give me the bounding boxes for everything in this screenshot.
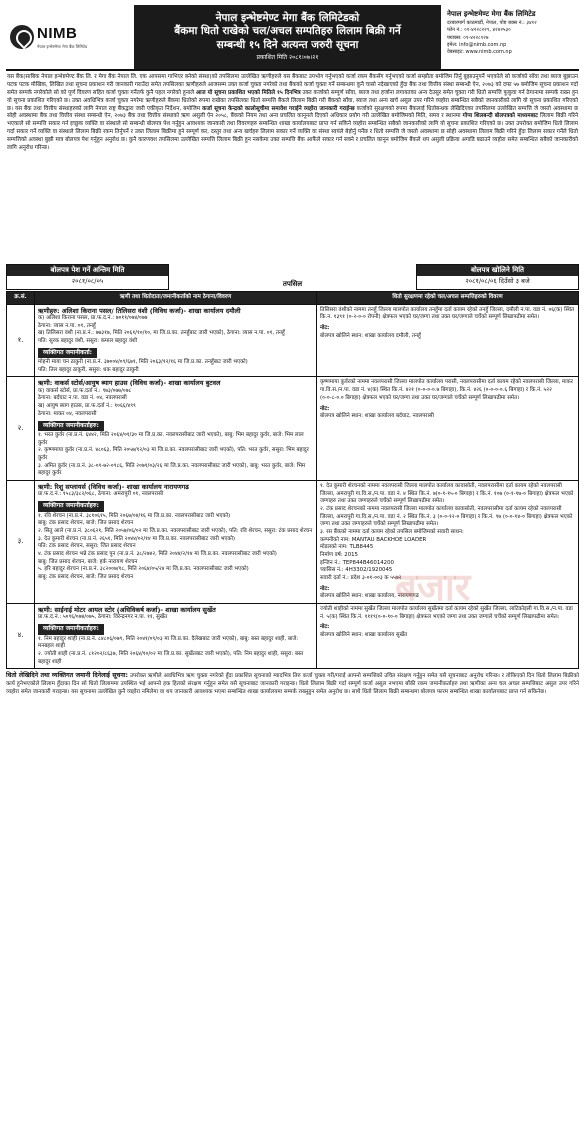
guarantor-line: बाबु: टंक प्रसाद शेरचन, बाजे: जित प्रसाद शेरचन [38,520,134,527]
collateral-line: इन्जिन नं.: TEP844B46014200 [320,559,394,566]
contact-phone: फोन नं.: ०१-४२२८२२९, ४२४२५३० [447,27,511,34]
borrower-details [35,377,317,481]
collateral-line: सवारी दर्ता नं.: प्रदेश ३-०१-००३ क ५५७२ [320,575,402,582]
borrower-line: ठेगाना: बर्दघाट न.पा. वडा नं. ०४, नवलपरासी [38,395,127,402]
bid-opening-location: बोलपत्र खोलिने स्थान: शाखा कार्यालय बर्दघाट, नवलपरासी [320,413,434,420]
auction-table [6,291,579,669]
guarantor-line: २. ज्योती शाही (ना.प्र.नं. ८१२०२/८६३७, मिति २०६४/१०/०२ मा जि.प्र.का. सुर्खेतबाट जारी भएको), पति: निम बहादुर शाही, ससुरा: बस्त बहादुर शाही [38,650,304,665]
borrower-title: ऋणी: वाकर्स स्टोर्स/आयुष ब्याग हाउस (विविध कर्जा)- शाखा कार्यालय बुटवल [38,379,221,388]
contact-website[interactable]: वेबसाइट: www.nimb.com.np [447,49,512,56]
bottom-notice [6,672,579,697]
note-heading: नोट: [320,405,330,412]
row-serial: २. [7,377,35,481]
collateral-line: २. टंक प्रसाद शेरचनको नाममा नवलपरासी जिल्ला मालपोत कार्यालय कावासोती, नवलपरासीमा दर्ता कायम रहेको नवलपरासी जिल्ला, अमरापुरी गा.वि.स./न.पा. वडा नं. २ स्थित कि.नं. ३ (०-०-१२-० बिगाहा) र कि.नं. ९७ (०-०-१४-० बिगाहा) क्षेत्रफल भएको जग्गा तथा उक्त जग्गाहरुले चर्चेको सम्पूर्ण लिखापढीमा समेत। [320,506,573,528]
borrower-title: ऋणी: रिशु सप्लायर्स (विविध कर्जा)- शाखा कार्यालय नारायणगढ [38,483,189,492]
title-line-2: बैंकमा धितो राखेको चल/अचल सम्पतिहरु लिलाम बिक्री गर्ने [174,25,401,38]
contact-email[interactable]: इमेल: info@nimb.com.np [447,41,507,48]
title-line-1: नेपाल इन्भेष्टमेण्ट मेगा बैंक लिमिटेडको [215,12,360,25]
borrower-line: ठेगाना: माकर ०४, नवलपरासी [38,410,97,417]
guarantor-line: बाबु: जित प्रसाद शेरचन, बाजे: हर्क नारायण शेरचन [38,558,138,565]
collateral-line: ज्योती शाहीको नाममा सुर्खेत जिल्ला मालपोत कार्यालय सुर्खेतमा दर्ता कायम रहेको सुर्खेत जिल्ला, लाटिकोइली गा.वि.स./न.पा. वडा नं. ५(क) स्थित कि.नं. १११९(०-०-१०-० बिगाहा) क्षेत्रफल भएको जग्गा तथा उक्त जग्गाले चर्चेको सम्पूर्ण लिखापढीमा समेत। [320,606,573,620]
borrower-line: पति: सुरक बहादुर वंशी, ससुरा: कमाल बहादुर वंशी [38,337,138,344]
row-serial: ४. [7,604,35,669]
contact-address: दरबारमार्ग काठमाडौं, नेपाल, पोष्ट बक्स नं.: ३४१२ [447,20,537,27]
borrower-details [35,604,317,669]
note-heading: नोट: [320,624,330,631]
bid-opening-location: बोलपत्र खोलिने स्थान: शाखा कार्यालय सुर्खेत [320,632,408,639]
borrower-line: ठेगाना: व्यास न.पा. ०१, तनहुँ [38,322,96,329]
contact-title: नेपाल इन्भेष्टमेण्ट मेगा बैंक लिमिटेड [447,10,536,18]
borrower-line: क) अलिशा किराना पसल, प्रा.फ.द.नं.: ७०११/०७४/०७७ [38,314,148,321]
guarantor-line: १. भरत कुर्वर (ना.प्र.नं. ६४४२, मिति २०६४/०१/३० मा जि.प्र.का. नवलपरासीबाट जारी भएको), बाबु: भिम बहादुर कुर्वर, बाजे: भिम लाल कुर्वर [38,432,304,446]
guarantor-heading: व्यक्तिगत जमानीकर्ताहरु: [38,501,104,512]
intro-paragraph: यस बैंक(साबिक नेपाल इन्भेष्टमेण्ट बैंक लि. र मेगा बैंक नेपाल लि. एक आपसमा गाभिएर बनेको संस्था)को तपसिलमा उल्लेखित ऋणीहरुले यस बैंकबाट उपभोग गर्नुभएको कर्जा रकम बैंकसँग गर्नुभएको कर्जा सम्झौता बमोजिम तिर्नु बुझाउनुपर्ने भएकोले सो कर्जाको साँवा तथा ब्याज बुझाउन पटक पटक मौखिक, लिखित तथा सूचना प्रकाशन गरी जानकारी गराउँदा समेत तपसिलका ऋणीहरुले आजसम्म उक्त कर्जा चुक्ता नगरेको तथा बैंकको कर्जा चुक्ता गर्ने सम्बन्धमा कुनै चासो नदेखाएको हुँदा बैंक तथा वित्तीय संस्था सम्बन्धी ऐन, २०७३ को दफा ५७ बमोजिम सूचना प्रकाशन गर्दा समेत सम्पर्क नगरेकोले सो को पूर्ण विवरण सहित कर्जा चुक्ता गर्नेतर्फ कुनै पहल नगरेको हुनाले आज यो सूचना प्रकाशित भएको मितिले १५ दिनभित्र उक्त कर्जाको सम्पूर्ण साँवा, ब्याज तथा हर्जाना लगायतका अन्य देउसुर समेत चुक्ता गरी धितो सम्पत्ति फुकुवा गर्न ठेगानामा सम्पर्क राख्न हुन यो सूचना प्रकाशित गरिएको छ। उक्त अवधिभित्र कर्जा चुक्ता नगरेमा ऋणीहरुले बैंकमा धितोको रुपमा राखेका तपसिलका धितो सम्पत्ति बैंकले लिलाम बिक्री गरी बैंकको साँवा, ब्याज तथा अन्य खर्च असुल उपर गरिने व्यहोरा सम्बन्धित सबैको जानकारीको लागि यो सूचना प्रकाशित गरिएको छ। यस बैंक तथा वित्तीय संस्थाहरुको लागि नेपाल राष्ट्र बैंकद्वारा जारी एकीकृत निर्देशन, बमोजिम कर्जा सूचना केन्द्रको कालोसूचीमा समावेश गराईने व्यहोरा जानकारी गराईन्छ कर्जाको सुरक्षणको रुपमा बैंकलाई धितोबन्धक लेखिदिएका तपसिलमा उल्लेखित सम्पत्ति जे जस्तो अवस्थामा छ सोही अवस्थामा बैंक तथा वित्तीय संस्था सम्बन्धी ऐन, २०७३ बैंक तथा वित्तीय संस्थाको ऋण असुली ऐन २०५८, बैंकको नियम तथा अन्य प्रचलित कानूनले दिएको अधिकार प्रयोग गरी उल्लेखित बमोजिमको मिति, समय र स्थानमा गोप्य शिलबन्दी बोलपत्रको माध्यमबाट लिलाम बिक्री गरिने भएकाले सो सम्पत्ति सकार गर्न इच्छुक व्यक्ति वा संस्थाले सो सम्बन्धी बोलपत्र पेश गर्नुहुन आवश्यक जानकारी तथा विवरणहरु सम्बन्धित शाखा कार्यालयबाट प्राप्त गर्न सकिने व्यहोरा सम्बन्धित सबैको जानकारीको लागि यो सूचना प्रकाशित गरिएको छ। उक्त उपरोक्त बमोजिम धितो लिलाम गर्दा सकार गर्ने व्यक्ति वा संस्थाले लिलाम बिक्री रकम तिर्नुपर्ने र उक्त लिलाम बिक्रीमा हुने सम्पूर्ण कर, दस्तुर तथा अन्य खर्चहरु लिलाम सकार गर्ने व्यक्ति वा संस्था स्वयंले बेहोर्नु पर्नेछ र धितो सम्पत्ति जे जस्तो अवस्थामा छ सोही अवस्थामा लिलाम बिक्री गरिने हुँदा लिलाम सकार गर्नेले धितो सम्पत्तिको अवस्था बुझी मात्र बोलपत्र पेश गर्नुहुन अनुरोध छ। कुनै कारणवश तपसिलमा उल्लेखित सम्पत्ति लिलाम बिक्री हुन नसकेमा उक्त सम्पत्ति बैंक आफैंले सकार गर्न सक्ने र प्रचलित कानून बमोजिम बैंकले थप असुली प्रक्रिया अगाडि बढाउने व्यहोरा समेत सम्बन्धित सबैको जानकारीको लागि अनुरोध गरिन्छ। [7,74,579,151]
published-date: प्रकाशित मिति २०८१।०७।२१ [256,53,319,61]
guarantor-line: ५. हरि बहादुर शेरचन (ना.प्र.नं. ३८२००७/१८, मिति २०६४/०५/२४ मा जि.प्र.का. नवलपरासीबाट जारी भएको) [38,566,249,573]
guarantor-heading: व्यक्तिगत जमानीकर्ताहरु: [38,624,104,635]
collateral-line: निर्माण वर्ष: 2015 [320,552,358,559]
collateral-line: ३. रस बैंकको नाममा दर्ता कायम रहेको तपसिल बमोजिमको सवारी साधन: [320,529,464,536]
collateral-line: कृष्णमाया कुर्वरको नाममा नवलपरासी जिल्ला मालपोत कार्यालय परासी, नवलपरासीमा दर्ता कायम रहेको नवलपरासी जिल्ला, माकर गा.वि.स./न.पा. वडा नं. ४(क) स्थित कि.नं. ४२१ (०-०-०-०.७ बिगाहा), कि.नं. ४२६ (०-०-०-०.६ बिगाहा) र कि.नं. ५२२ (०-०-८-०.० बिगाहा) क्षेत्रफल भएको घर/जग्गा तथा उक्त घर/जग्गाले चर्चेको सम्पूर्ण लिखापढीमा समेत। [320,379,573,401]
collateral-line: मोडलको नाम: TLB8445 [320,544,374,551]
collateral-line: कम्पनीको नाम: MANTAU BACKHOE LOADER [320,536,427,543]
guarantor-line: ४. टंक प्रसाद शेरचन भन्ने टंक प्रसाद पुन (ना.प्र.नं. ३८/२७४२, मिति २०४४/२/१४ मा जि.प्र.का. नवलपरासीबाट जारी भएको) [38,550,277,557]
borrower-line: ख) तिलिसरा वंशी (ना.प्र.नं.: ७७३१७, मिति २०६१/१०/१०, मा जि.प्र.का. तनहुँबाट जारी भएको), ठेगाना: व्यास न.पा. ०१, तनहुँ [38,330,285,337]
col-collateral: धितो सुरक्षणमा रहेको चल/अचल सम्पत्तिहरुको विवरण [317,292,579,304]
header [6,5,579,71]
borrower-title: ऋणी: साईनाई मोटर आयल स्टोर (अधिविकर्ष कर्जा)- शाखा कार्यालय सुर्खेत [38,606,216,615]
contact-info [441,5,579,69]
submit-deadline-label: बोलपत्र पेश गर्ने अन्तिम मिति [7,265,168,276]
bid-opening-location: बोलपत्र खोलिने स्थान: शाखा कार्यालय दमौली, तनहुँ [320,332,421,339]
guarantor-line: २. सितु आले (ना.प्र.नं. ३८०६२१, मिति २०५७/०६/०२ मा जि.प्र.का. नवलपरासीबाट जारी भएको), पति: रवि शेरचन, ससुरा: टंक प्रसाद शेरचन [38,527,313,534]
collateral-line: च्यासिस नं.: 4H3302/1920045 [320,567,393,574]
tapsil-heading: तपसिल [282,280,303,288]
opening-date-box [416,264,579,290]
title-line-3: सम्बन्धी १५ दिने अत्यन्त जरुरी सूचना [216,38,359,51]
col-borrower: ऋणी तथा धितोदाता/जमानीकर्ताको नाम ठेगाना/विवरण [35,292,317,304]
borrower-line: प्रा.फ.द.नं.: १५८३/३८२/०६८, ठेगाना: अमरापुरी ०१, नवलपरासी [38,491,164,498]
logo [6,5,134,69]
guarantor-line: १. निम बहादुर शाही (ना.प्र.नं. ८४८०६/०७९, मिति २०४१/०९/०३ मा जि.प्र.का. दैलेखबाट जारी भएको), बाबु: बस्त बहादुर शाही, बाजे: मनबहल शाही [38,635,299,650]
collateral-details [317,604,579,669]
submit-deadline-box [6,264,169,290]
guarantor-line: ३. देउ कुमारी शेरचन (ना.प्र.नं. २६५१, मिति २०४४/०२/१४ मा जि.प्र.का. नवलपरासीबाट जारी भएको) [38,535,236,542]
bid-opening-location: बोलपत्र खोलिने स्थान: शाखा कार्यालय, नारायणगढ [320,593,419,600]
note-heading: नोट: [320,324,330,331]
borrower-details [35,304,317,377]
collateral-details [317,304,579,377]
guarantor-heading: व्यक्तिगत जमानीकर्ता: [38,348,97,359]
guarantor-line: पति: टंक प्रसाद शेरचन, ससुरा: जित प्रसाद शेरचन [38,543,136,550]
opening-date-value: २०८१/०८/०६ दिउँसो ३ बजे [465,277,530,286]
guarantor-line: पति: तिल बहादुर ठाकुरी, ससुरा: धक बहादुर ठाकुरी [38,366,139,373]
collateral-line: १. देउ कुमारी शेरचनको नाममा नवलपरासी जिल्ला मालपोत कार्यालय कावासोती, नवलपरासीमा दर्ता कायम रहेको नवलपरासी जिल्ला, अमरापुरी गा.वि.स./न.पा. वडा नं. ४ स्थित कि.नं. ७(०-१-१५-० बिगाहा) र कि.नं. १०७ (०-१-१७-० बिगाहा) क्षेत्रफल भएको जग्गाहरु तथा उक्त जग्गाहरुले चर्चेको सम्पूर्ण लिखापढीमा समेत। [320,483,574,505]
logo-name: NIMB [37,25,78,43]
contact-fax: फ्याक्स: ०१-४२२८९२७ [447,34,489,41]
table-row [7,604,579,669]
bottom-notice-heading: धितो लेखिदिने तथा व्यक्तिगत जमानी दिनेलाई सूचना: [6,672,128,680]
borrower-line: ख) आयुष ब्याग हाउस, प्रा.फ.दर्ता नं.: १०६६/४९९ [38,403,136,410]
logo-subtitle: नेपाल इन्भेष्टमेण्ट मेगा बैंक लिमिटेड [37,44,88,50]
guarantor-line: ३. अमित कुर्वर (ना.प्र.नं. ३८-०१-७२-०९८६, मिति २०७१/०३/२६ मा जि.प्र.का. नवलपरासीबाट जारी भएको), बाबु: भरत कुर्वर, बाजे: भिम बहादुर कुर्वर [38,462,306,477]
borrower-line: प्रा.फ.द.नं.: ५०९६/०७४/०७५, ठेगाना: विरेन्द्रनगर न.पा. ११, सुर्खेत [38,614,168,621]
notice-title [134,5,441,69]
guarantor-line: मोहनी माया चन ठाकुरी (ना.प्र.नं. ३७००४/०९/६७१, मिति २०६३/१२/१६ मा जि.प्र.का. तनहुँबाट जारी भएको) [38,359,248,366]
bottom-notice-text: उपरोक्त ऋणीले अवधिभित्र ऋण चुक्ता नगरेको हुँदा प्रकाशित सूचनाको म्यादभित्र तिरु कर्जा चुक्ता गरी/गराई आफ्नो सम्पत्तिको उचित संरक्षण गर्नुहुन समेत यसै सूचनाबाट अनुरोध गरिन्छ। र तोकिएको दिन धितो लिलाम बिक्रीको कार्य हुनेभएकोले लिलाम हुँदाका दिन सो धितो लिलाममा उपस्थित भई आफ्नो हक हितको संरक्षण गर्नुहुन समेत यसै सूचनाबाट जानकारी गराइन्छ। धितो लिलाम बिक्री गर्दा सम्पूर्ण कर्जा असुल नभएमा बाँकी रकम जमानीकर्ताहरु तथा ऋणीका अन्य चल अचल सम्पत्तिबाट असुल उपर गरिने व्यहोरा समेत जानकारी गराइन्छ। यस सूचनामा उल्लेखित कुनै व्यहोरा नमिलेमा वा थप जानकारी आवश्यक भएमा सम्बन्धित शाखा कार्यालयमा सम्पर्क राख्नुहुन समेत अनुरोध छ। साथै धितो लिलाम बिक्री सम्बन्धमा बोलपत्र फारम सम्बन्धित शाखा कार्यालयबाट प्राप्त गर्न सकिनेछ। [6,673,580,696]
collateral-details [317,377,579,481]
guarantor-line: बाबु: टंक प्रसाद शेरचन, बाजे: जित प्रसाद शेरचन [38,573,134,580]
table-row [7,304,579,377]
collateral-line: तिलिसरा वंशीको नाममा तनहुँ जिल्ला मालपोत कार्यालय तनहुँमा दर्ता कायम रहेको तनहुँ जिल्ला, दमौली न.पा. वडा नं. ०६(क) स्थित कि.न. १३९१ (०-२-०-० रोपनी) क्षेत्रफल भएको घर/जग्गा तथा उक्त घर/जग्गाले चर्चेको सम्पूर्ण लिखापढीमा समेत। [320,306,575,321]
guarantor-line: २. कृष्णमाया कुर्वर (ना.प्र.नं. ४८०६३, मिति २०५७/१२/०३ मा जि.प्र.का. नवलपरासीबाट जारी भएको), पति: भरत कुर्वर, ससुरा: भिम बहादुर कुर्वर [38,447,309,462]
guarantor-heading: व्यक्तिगत जमानीकर्ताहरु: [38,421,104,432]
row-serial: ३. [7,481,35,604]
borrower-details [35,481,317,604]
borrower-line: क) वाकर्स स्टोर्स, प्रा.फ.दर्ता नं.: ९७३/०७७/०७८ [38,387,132,394]
borrower-title: ऋणीहरु: अलिशा किराना पसल/ तिलिसरा वंशी (विविध कर्जा)- शाखा कार्यालय दमौली [38,306,241,315]
nimb-logo-icon [10,25,34,49]
guarantor-line: १. रवि शेरचन (ना.प्र.नं. ३८१०६१५, मिति २०६७/०४/१६ मा जि.प्र.का. नवलपरासीबाट जारी भएको) [38,512,231,519]
opening-date-label: बोलपत्र खोलिने मिति [417,265,578,276]
row-serial: १. [7,304,35,377]
col-sn: क्र.सं. [7,292,35,304]
watermark: बजार [395,565,471,609]
note-heading: नोट: [320,585,330,592]
table-row [7,481,579,604]
submit-deadline-value: २०८१/०८/०५ [71,277,104,286]
table-row [7,377,579,481]
